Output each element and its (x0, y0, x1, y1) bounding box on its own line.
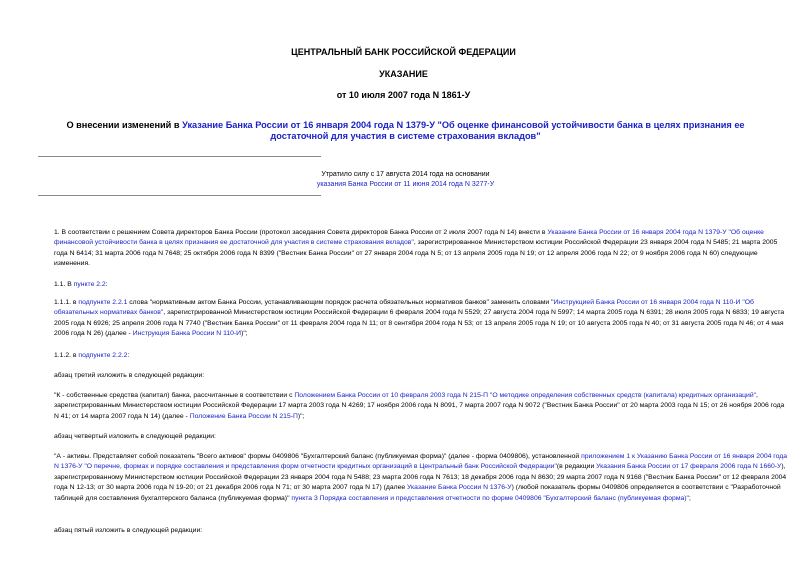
title-link-decree-1379u[interactable]: Указание Банка России от 16 января 2004 года N 1379-У "Об оценке финансовой устойчивости банка в целях признания ее достаточной для участия в системе страхования вкладов" (182, 120, 745, 141)
paragraph-1-1-2-colon: : (127, 352, 130, 359)
divider-bottom (38, 195, 321, 196)
paragraph-fifth-abzac: абзац пятый изложить в следующей редакции: (54, 527, 203, 534)
paragraph-fourth-abzac: абзац четвертый изложить в следующей редакции: (54, 433, 216, 440)
paragraph-capital-k (38, 391, 789, 422)
paragraph-third-abzac: абзац третий изложить в следующей редакции: (54, 372, 205, 379)
paragraph-capital-k-text-b: , зарегистрированным Министерством юстиции Российской Федерации 17 марта 2003 года N 4269; 17 ноября 2006 года N 8091, 7 марта 2007 года N 9072 ("Вестник Банка России" от 20 марта 2003 года N 15; от 26 ноября 2006 года N 41; от 14 марта 2007 года N 14) (далее - (54, 392, 785, 420)
title-prefix: О внесении изменений в (66, 120, 183, 130)
paragraph-capital-k-text: "К - собственные средства (капитал) банка, рассчитанные в соответствии с (54, 392, 295, 399)
paragraph-assets-a-text-d: ) (любой показатель формы 0409806 определяется в соответствии с "Разработочной таблицей для составления бухгалтерского баланса (публикуемая форма)" (54, 484, 781, 502)
document-type: УКАЗАНИЕ (379, 69, 428, 79)
paragraph-1-1-2 (38, 351, 789, 361)
paragraph-assets-a (38, 452, 789, 504)
expiry-note (38, 170, 773, 190)
document-title (38, 120, 773, 142)
link-instruction-110i-short[interactable]: Инструкция Банка России N 110-И (132, 330, 242, 338)
paragraph-1-1 (38, 280, 789, 290)
paragraph-1-1-colon: : (105, 281, 108, 288)
link-subpoint-2-2-2[interactable]: подпункте 2.2.2 (78, 352, 128, 359)
paragraph-1-1-1-text: 1.1.1. в (54, 299, 79, 306)
paragraph-1-1-1-text-b: слова "нормативным актом Банка России, устанавливающим порядок расчета обязательных нормативов банков" заменить словами " (127, 299, 554, 306)
paragraph-1-1-1-text-d: )"; (241, 330, 248, 338)
link-point-2-2[interactable]: пункте 2.2 (73, 281, 106, 288)
link-point-3-procedure-0409806[interactable]: пункта 3 Порядка составления и представления отчетности по форме 0409806 "Бухгалтерский баланс (публикуемая форма)" (291, 494, 689, 502)
paragraph-capital-k-text-c: )"; (297, 412, 305, 420)
paragraph-assets-a-text-c: ), зарегистрированному Министерством юстиции Российской Федерации 23 января 2004 года N 5488; 23 марта 2006 года N 7613; 18 декабря 2006 года N 8630; 29 марта 2007 года N 9168 ("Вестник Банка России" от 12 февраля 2004 года N 12-13; от 30 марта 2006 года N 19-20; от 21 декабря 2006 года N 71; от 30 марта 2007 года N 17) (далее (54, 463, 787, 492)
paragraph-1-1-1-text-c: , зарегистрированной Министерством юстиции Российской Федерации 6 февраля 2004 года N 5529; 27 августа 2004 года N 5997; 14 марта 2005 года N 6391; 28 июля 2005 года N 6833; 19 августа 2005 года N 6926; 25 апреля 2006 года N 7740 ("Вестник Банка России" от 11 февраля 2004 года N 11; от 8 сентября 2004 года N 53; от 13 апреля 2005 года N 19; от 10 августа 2005 года N 40; от 31 августа 2005 года N 46; от 4 мая 2006 года N 26) (далее - (54, 309, 785, 338)
paragraph-1-text: 1. В соответствии с решением Совета директоров Банка России (протокол заседания Совета директоров Банка России от 2 июля 2007 года N 14) внести в (54, 229, 548, 236)
paragraph-assets-a-text-b: (в редакции (556, 463, 597, 471)
expiry-note-text: Утратило силу с 17 августа 2014 года на основании (321, 171, 490, 178)
paragraph-assets-a-text-e: ; (688, 494, 691, 502)
issuer-heading: ЦЕНТРАЛЬНЫЙ БАНК РОССИЙСКОЙ ФЕДЕРАЦИИ (291, 47, 516, 57)
paragraph-1-1-2-text: 1.1.2. в (54, 352, 79, 359)
link-instruction-110i[interactable]: Инструкцией Банка России от 16 января 2004 года N 110-И "Об обязательных нормативах банков" (54, 299, 754, 317)
expiry-link-decree-3277u[interactable]: указания Банка России от 11 июня 2014 года N 3277-У (316, 181, 495, 188)
paragraph-1-1-1 (38, 298, 789, 340)
link-decree-1379u[interactable]: Указание Банка России от 16 января 2004 года N 1379-У "Об оценке финансовой устойчивости банка в целях признания ее достаточной для участия в системе страхования вкладов" (54, 229, 764, 247)
divider-top (38, 156, 321, 157)
link-decree-1376u-short[interactable]: Указание Банка России N 1376-У (407, 484, 512, 492)
link-decree-1660u[interactable]: Указания Банка России от 17 февраля 2006 года N 1660-У (596, 463, 782, 471)
paragraph-1-1-text: 1.1. В (54, 281, 74, 288)
paragraph-assets-a-text: "А - активы. Представляет собой показатель "Всего активов" формы 0409806 "Бухгалтерский баланс (публикуемая форма)" (далее - форма 0409806), установленной (54, 453, 582, 460)
link-appendix-1-decree-1376u[interactable]: приложением 1 к Указанию Банка России от 16 января 2004 года N 1376-У "О перечне, формах и порядке составления и представления форм отчетности кредитных организаций в Центральный банк Российской Федерации" (54, 453, 788, 471)
link-subpoint-2-2-1[interactable]: подпункте 2.2.1 (78, 299, 128, 306)
link-regulation-215p-short[interactable]: Положение Банка России N 215-П (189, 412, 298, 420)
link-regulation-215p[interactable]: Положением Банка России от 10 февраля 2003 года N 215-П "О методике определения собственных средств (капитала) кредитных организаций" (294, 392, 757, 399)
document-date-number: от 10 июля 2007 года N 1861-У (336, 90, 471, 100)
paragraph-1 (38, 228, 789, 270)
paragraph-1-text-end: , зарегистрированное Министерством юстиции Российской Федерации 23 января 2004 года N 5485; 21 марта 2005 года N 6414; 31 марта 2006 года N 7648; 25 октября 2006 года N 8399 ("Вестник Банка России" от 27 января 2004 года N 5; от 13 апреля 2005 года N 19; от 12 апреля 2006 года N 22; от 9 ноября 2006 года N 60) следующие изменения. (54, 239, 778, 268)
